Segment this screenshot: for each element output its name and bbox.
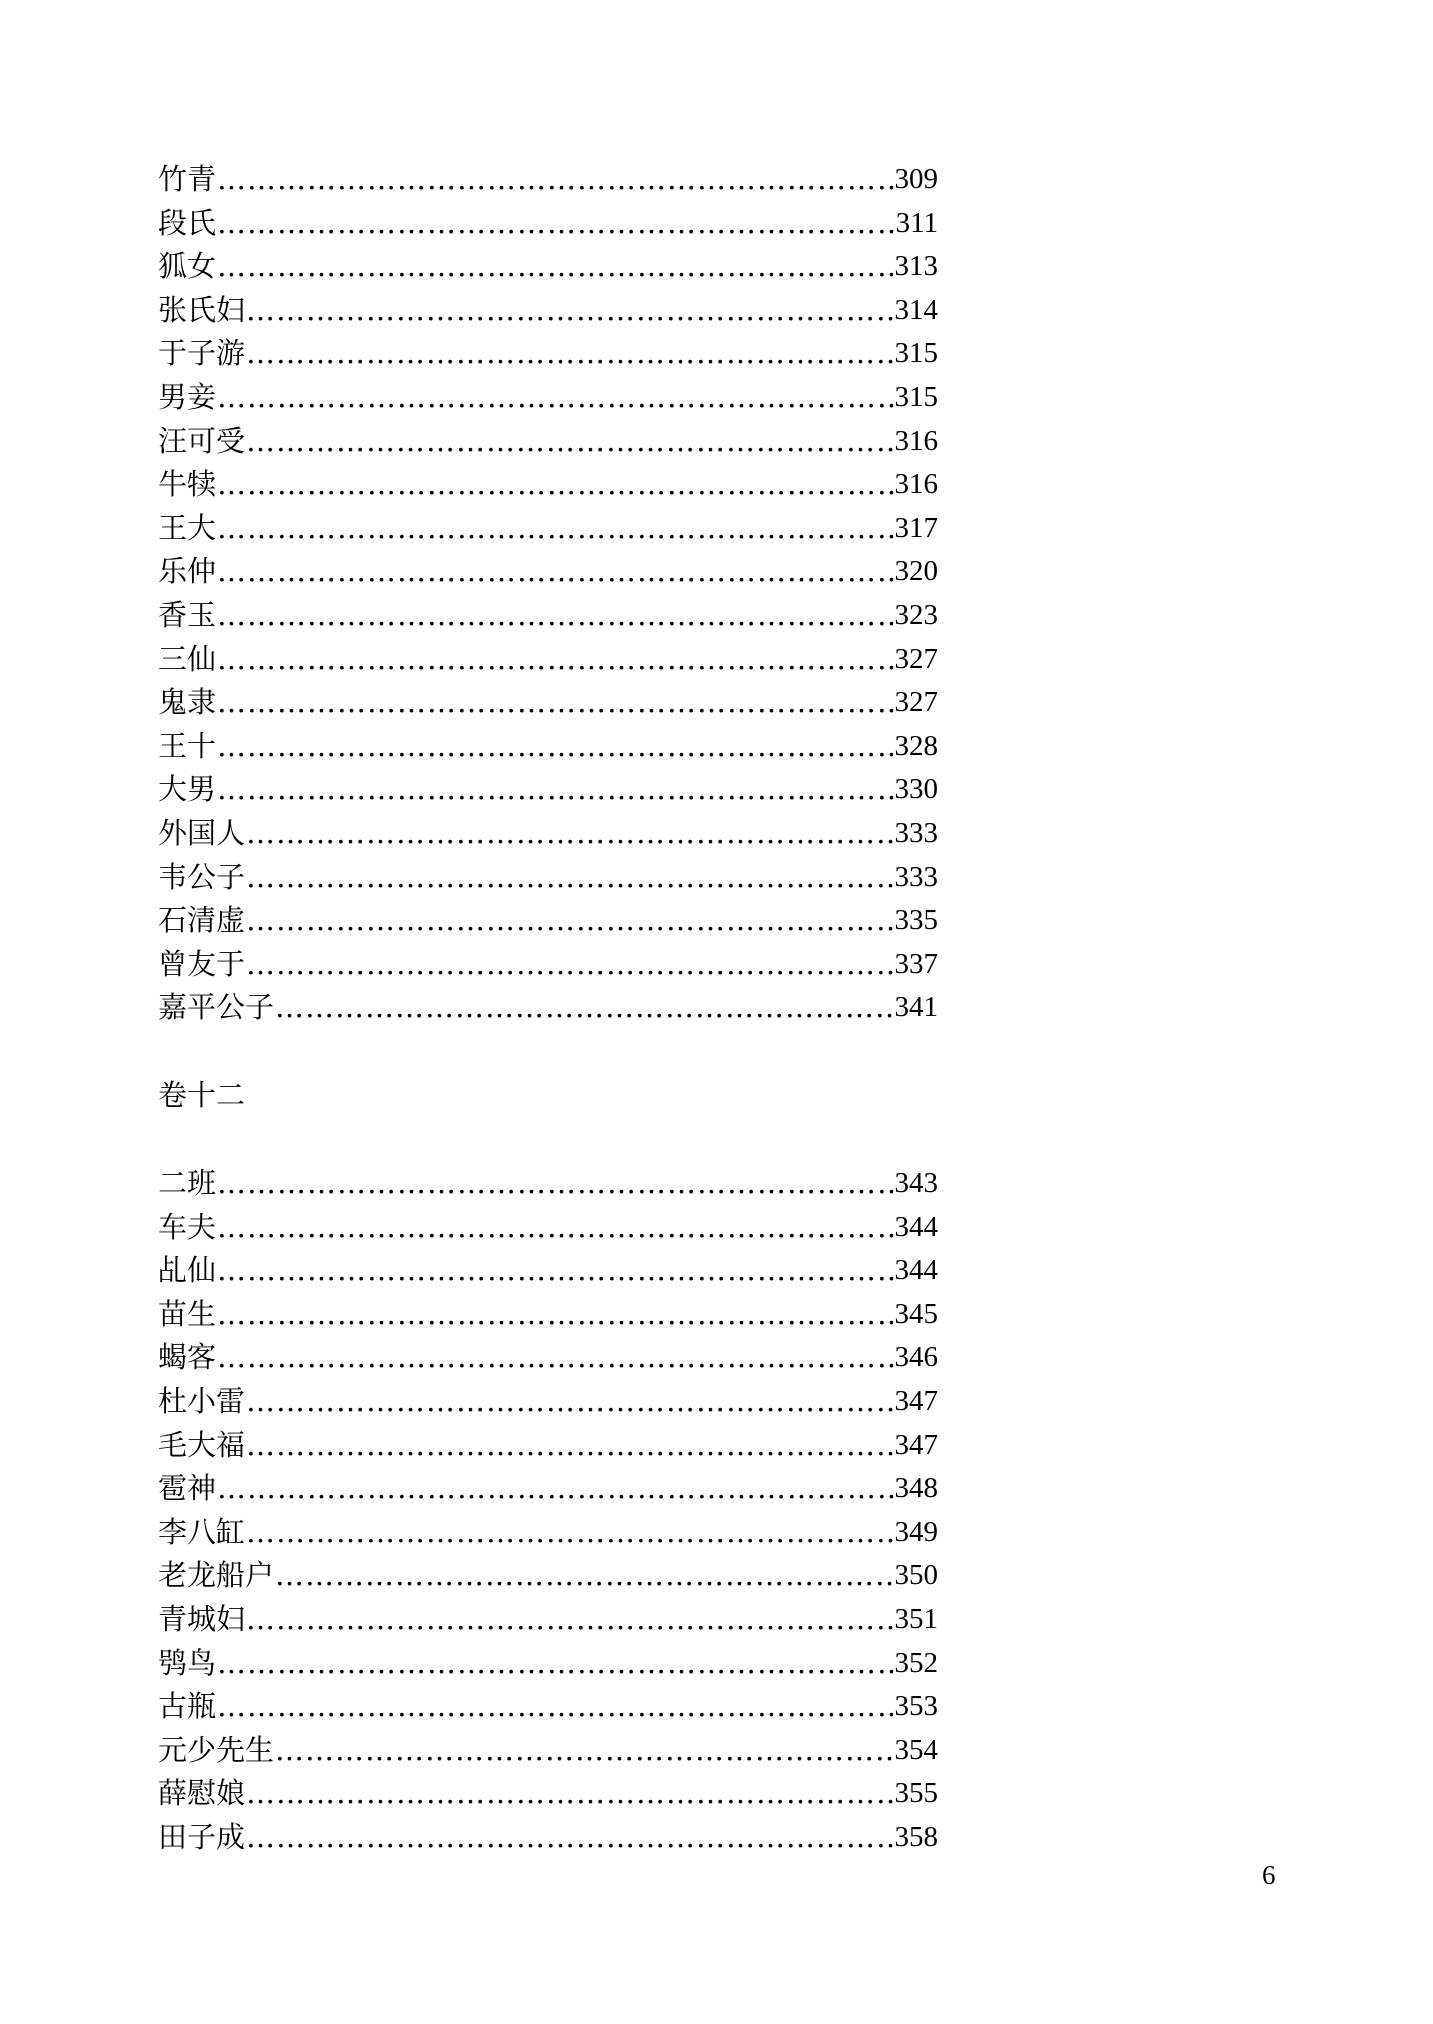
toc-entry-title: 牛犊	[158, 467, 217, 502]
dot-leader	[216, 1685, 894, 1729]
dot-leader	[216, 245, 894, 289]
toc-entry-page: 345	[894, 1297, 938, 1330]
dot-leader	[245, 289, 894, 333]
toc-entry	[158, 1598, 938, 1642]
toc-entry	[158, 202, 938, 246]
toc-entry-page: 355	[894, 1777, 938, 1810]
toc-entry	[158, 725, 938, 769]
toc-entry-page: 316	[894, 424, 938, 457]
dot-leader	[216, 638, 894, 682]
toc-entry	[158, 1206, 938, 1250]
dot-leader	[245, 1816, 894, 1860]
toc-entry-page: 328	[894, 729, 938, 762]
toc-entry	[158, 899, 938, 943]
toc-entry-title: 于子游	[158, 336, 246, 371]
toc-entry-page: 333	[894, 860, 938, 893]
toc-entry-title: 毛大福	[158, 1427, 246, 1462]
toc-entry-title: 蝎客	[158, 1340, 217, 1375]
toc-entry	[158, 550, 938, 594]
dot-leader	[216, 1162, 894, 1206]
toc-list-part-1	[158, 158, 938, 1030]
toc-entry	[158, 1467, 938, 1511]
dot-leader	[245, 1511, 894, 1555]
toc-entry	[158, 812, 938, 856]
section-heading: 卷十二	[158, 1078, 246, 1112]
toc-entry-title: 乐仲	[158, 554, 217, 589]
toc-entry-page: 311	[895, 206, 938, 239]
toc-entry-page: 337	[894, 947, 938, 980]
toc-entry-page: 352	[894, 1646, 938, 1679]
toc-entry-title: 韦公子	[158, 859, 246, 894]
toc-entry-page: 348	[894, 1472, 938, 1505]
toc-entry	[158, 463, 938, 507]
toc-entry	[158, 1162, 938, 1206]
toc-entry-page: 358	[894, 1820, 938, 1853]
toc-entry-page: 320	[894, 555, 938, 588]
toc-entry	[158, 1380, 938, 1424]
dot-leader	[216, 1293, 894, 1337]
toc-entry-title: 薛慰娘	[158, 1776, 246, 1811]
toc-entry-title: 王大	[158, 510, 217, 545]
dot-leader	[245, 943, 894, 987]
toc-entry-page: 314	[894, 293, 938, 326]
dot-leader	[245, 899, 894, 943]
toc-entry	[158, 638, 938, 682]
toc-entry	[158, 158, 938, 202]
toc-entry-title: 田子成	[158, 1819, 246, 1854]
toc-entry-title: 外国人	[158, 815, 246, 850]
toc-entry	[158, 1816, 938, 1860]
dot-leader	[245, 1424, 894, 1468]
toc-entry-title: 大男	[158, 772, 217, 807]
toc-entry-page: 323	[894, 598, 938, 631]
toc-entry-page: 343	[894, 1167, 938, 1199]
toc-entry	[158, 1729, 938, 1773]
toc-entry-page: 344	[894, 1254, 938, 1287]
toc-entry	[158, 856, 938, 900]
toc-entry-title: 竹青	[158, 162, 217, 196]
toc-entry-page: 317	[894, 511, 938, 544]
dot-leader	[245, 1772, 894, 1816]
toc-entry-page: 316	[894, 468, 938, 501]
toc-entry-page: 354	[894, 1733, 938, 1766]
toc-entry-title: 男妾	[158, 379, 217, 414]
toc-entry-title: 张氏妇	[158, 292, 246, 327]
toc-entry-page: 335	[894, 904, 938, 937]
dot-leader	[216, 1206, 894, 1250]
toc-entry-title: 鸮鸟	[158, 1645, 217, 1680]
toc-entry-title: 元少先生	[158, 1732, 275, 1767]
toc-entry-page: 333	[894, 816, 938, 849]
toc-entry-title: 三仙	[158, 641, 217, 676]
dot-leader	[216, 463, 894, 507]
toc-entry-page: 347	[894, 1384, 938, 1417]
toc-entry	[158, 1424, 938, 1468]
toc-entry-page: 353	[894, 1690, 938, 1723]
dot-leader	[216, 202, 896, 246]
toc-entry-title: 雹神	[158, 1471, 217, 1506]
toc-entry-page: 313	[894, 250, 938, 283]
toc-entry	[158, 986, 938, 1030]
toc-entry-title: 李八缸	[158, 1514, 246, 1549]
dot-leader	[216, 681, 894, 725]
toc-entry-page: 330	[894, 773, 938, 806]
toc-entry-page: 349	[894, 1515, 938, 1548]
toc-entry	[158, 289, 938, 333]
toc-entry-page: 309	[894, 163, 938, 195]
dot-leader	[245, 1380, 894, 1424]
toc-entry-page: 315	[894, 337, 938, 370]
toc-entry-title: 鬼隶	[158, 685, 217, 720]
toc-entry	[158, 1772, 938, 1816]
dot-leader	[216, 550, 894, 594]
toc-entry	[158, 1685, 938, 1729]
toc-entry-page: 346	[894, 1341, 938, 1374]
toc-entry-title: 石清虚	[158, 903, 246, 938]
toc-entry-page: 341	[894, 991, 938, 1024]
toc-entry	[158, 245, 938, 289]
toc-entry-title: 车夫	[158, 1209, 217, 1244]
toc-entry-title: 狐女	[158, 249, 217, 284]
toc-entry-page: 344	[894, 1210, 938, 1243]
dot-leader	[216, 1642, 894, 1686]
toc-entry-title: 嘉平公子	[158, 990, 275, 1025]
toc-entry	[158, 420, 938, 464]
toc-entry-title: 杜小雷	[158, 1383, 246, 1418]
dot-leader	[245, 332, 894, 376]
toc-entry	[158, 332, 938, 376]
toc-entry	[158, 768, 938, 812]
dot-leader	[216, 1336, 894, 1380]
toc-entry-title: 青城妇	[158, 1601, 246, 1636]
toc-entry	[158, 1336, 938, 1380]
toc-entry	[158, 1511, 938, 1555]
dot-leader	[245, 420, 894, 464]
toc-entry-title: 香玉	[158, 597, 217, 632]
dot-leader	[216, 725, 894, 769]
toc-entry-page: 327	[894, 686, 938, 719]
toc-entry-page: 350	[894, 1559, 938, 1592]
dot-leader	[245, 1598, 894, 1642]
toc-entry-title: 老龙船户	[158, 1558, 275, 1593]
toc-entry-title: 王十	[158, 728, 217, 763]
toc-entry-title: 段氏	[158, 205, 217, 240]
toc-entry-page: 315	[894, 380, 938, 413]
dot-leader	[216, 507, 894, 551]
toc-entry-title: 古瓶	[158, 1689, 217, 1724]
toc-entry-title: 二班	[158, 1166, 217, 1200]
toc-entry-page: 351	[894, 1602, 938, 1635]
toc-entry	[158, 943, 938, 987]
dot-leader	[216, 1249, 894, 1293]
toc-entry-title: 苗生	[158, 1296, 217, 1331]
dot-leader	[245, 856, 894, 900]
toc-entry-title: 汪可受	[158, 423, 246, 458]
toc-entry-title: 乩仙	[158, 1253, 217, 1288]
dot-leader	[216, 158, 894, 202]
toc-entry	[158, 507, 938, 551]
toc-entry-title: 曾友于	[158, 946, 246, 981]
dot-leader	[274, 1729, 894, 1773]
page-number: 6	[1262, 1860, 1276, 1890]
dot-leader	[216, 376, 894, 420]
dot-leader	[216, 594, 894, 638]
toc-list-part-2	[158, 1162, 938, 1860]
toc-entry	[158, 1642, 938, 1686]
toc-entry	[158, 1554, 938, 1598]
dot-leader	[216, 768, 894, 812]
toc-entry-page: 327	[894, 642, 938, 675]
toc-entry-page: 347	[894, 1428, 938, 1461]
dot-leader	[274, 986, 894, 1030]
toc-entry	[158, 1293, 938, 1337]
dot-leader	[245, 812, 894, 856]
toc-entry	[158, 594, 938, 638]
dot-leader	[274, 1554, 894, 1598]
toc-entry	[158, 376, 938, 420]
dot-leader	[216, 1467, 894, 1511]
toc-entry	[158, 1249, 938, 1293]
toc-entry	[158, 681, 938, 725]
